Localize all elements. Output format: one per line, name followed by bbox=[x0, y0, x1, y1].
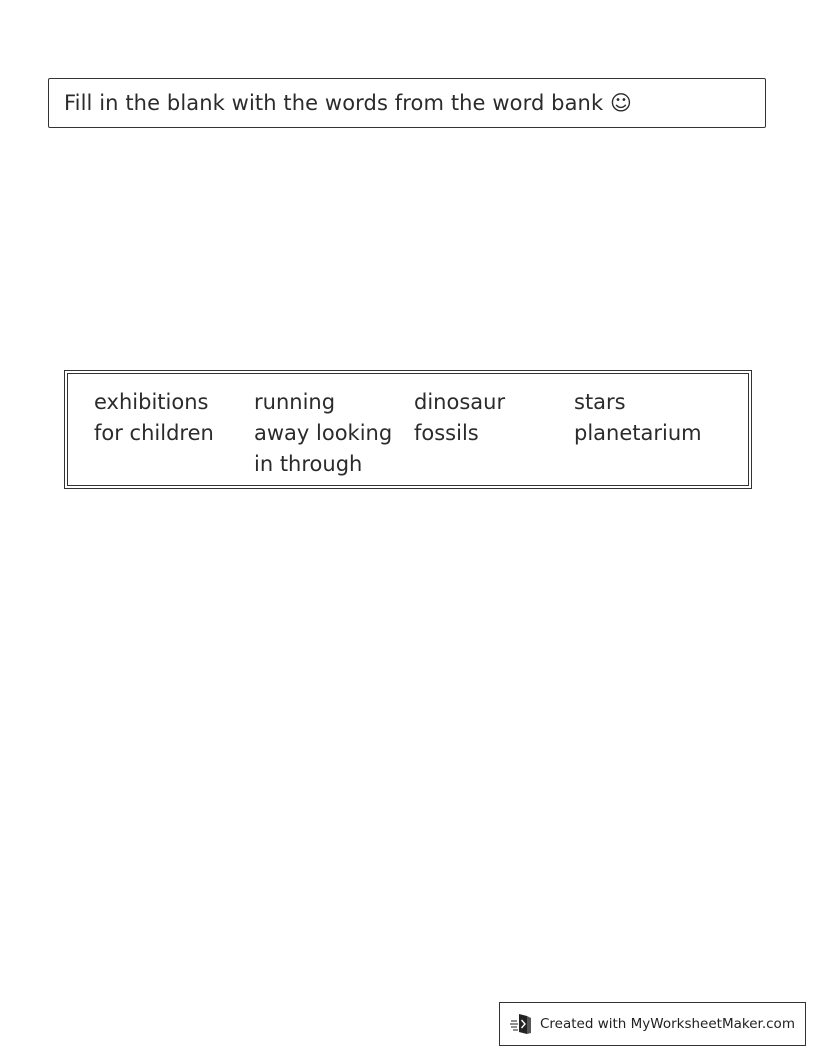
word-bank-entry: running away looking in through bbox=[254, 390, 393, 476]
instructions-box bbox=[48, 78, 766, 128]
word-bank-entry: exhibitions for children bbox=[94, 390, 214, 445]
worksheet-maker-logo-icon bbox=[510, 1012, 534, 1036]
word-bank-grid bbox=[94, 387, 734, 480]
word-bank bbox=[64, 370, 752, 489]
footer-credit-text: Created with MyWorksheetMaker.com bbox=[540, 1016, 795, 1032]
instructions-text: Fill in the blank with the words from the word bank ☺ bbox=[64, 91, 632, 115]
word-bank-entry: dinosaur fossils bbox=[414, 390, 506, 445]
word-bank-entry: stars planetarium bbox=[574, 390, 702, 445]
footer-credit bbox=[499, 1002, 806, 1046]
